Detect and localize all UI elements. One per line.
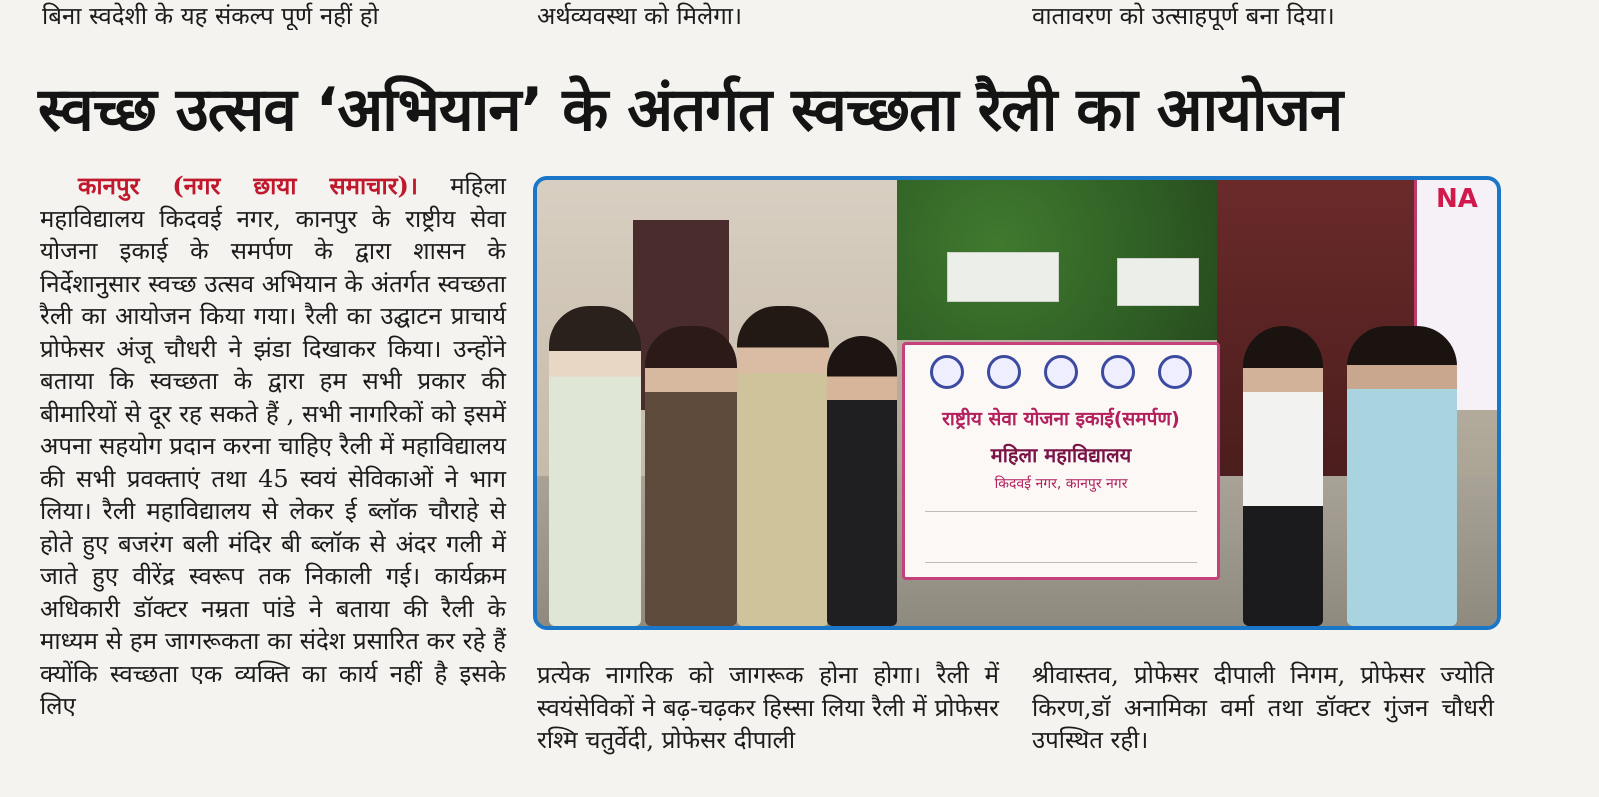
banner-signature-lines [925,511,1197,563]
rally-photo [533,176,1501,630]
emblem-icon [1101,355,1135,389]
person [827,336,897,626]
article-column-2: प्रत्येक नागरिक को जागरूक होना होगा। रैली में स्वयंसेविकों ने बढ़-चढ़कर हिस्सा लिया रैली में प्रोफेसर रश्मि चतुर्वेदी, प्रोफेसर दीपाली [537,661,999,754]
banner-line-1: राष्ट्रीय सेवा योजना इकाई(समर्पण) [942,408,1180,430]
banner-logos [905,345,1217,393]
dateline: कानपुर (नगर छाया समाचार)। [78,171,418,200]
emblem-icon [930,355,964,389]
person [737,306,829,626]
poster-text: NA [1436,184,1478,214]
rally-banner [902,342,1220,580]
top-fragment-col2: अर्थव्यवस्था को मिलेगा। [537,2,743,30]
person [1243,326,1323,626]
top-fragment-col3: वातावरण को उत्साहपूर्ण बना दिया। [1032,2,1335,30]
person [549,306,641,626]
top-fragment-col1: बिना स्वदेशी के यह संकल्प पूर्ण नहीं हो [42,2,379,30]
column-1-text: महिला महाविद्यालय किदवई नगर, कानपुर के राष्ट्रीय सेवा योजना इकाई के समर्पण के द्वारा शासन के निर्देशानुसार स्वच्छ उत्सव अभियान के अंतर्गत स्वच्छता रैली का आयोजन किया गया। रैली का उद्घाटन प्राचार्य प्रोफेसर अंजू चौधरी ने झंडा दिखाकर किया। उन्होंने बताया कि स्वच्छता के द्वारा हम सभी प्रकार की बीमारियों से दूर रह सकते हैं , सभी नागरिकों को इसमें अपना सहयोग प्रदान करना चाहिए रैली में महाविद्यालय की सभी प्रवक्ताएं तथा 45 स्वयं सेविकाओं ने भाग लिया। रैली महाविद्यालय से लेकर ई ब्लॉक चौराहे से होते हुए बजरंग बली मंदिर बी ब्लॉक से अंदर गली में जाते हुए वीरेंद्र स्वरूप तक निकाली गई। कार्यक्रम अधिकारी डॉक्टर नम्रता पांडे ने बताया की रैली के माध्यम से हम जागरूकता का संदेश प्रसारित कर रहे हैं क्योंकि स्वच्छता एक व्यक्ति का कार्य नहीं है इसके लिए [40,172,506,720]
article-column-1 [40,170,506,723]
person [1347,326,1457,626]
person [645,326,737,626]
article-column-3: श्रीवास्तव, प्रोफेसर दीपाली निगम, प्रोफेसर ज्योति किरण,डॉ अनामिका वर्मा तथा डॉक्टर गुंजन चौधरी उपस्थित रही। [1032,661,1494,754]
placard [1117,258,1199,306]
banner-line-3: किदवई नगर, कानपुर नगर [994,476,1128,492]
emblem-icon [987,355,1021,389]
headline: स्वच्छ उत्सव ‘अभियान’ के अंतर्गत स्वच्छता रैली का आयोजन [38,75,1343,145]
placard [947,252,1059,302]
emblem-icon [1158,355,1192,389]
banner-line-2: महिला महाविद्यालय [990,443,1132,467]
emblem-icon [1044,355,1078,389]
